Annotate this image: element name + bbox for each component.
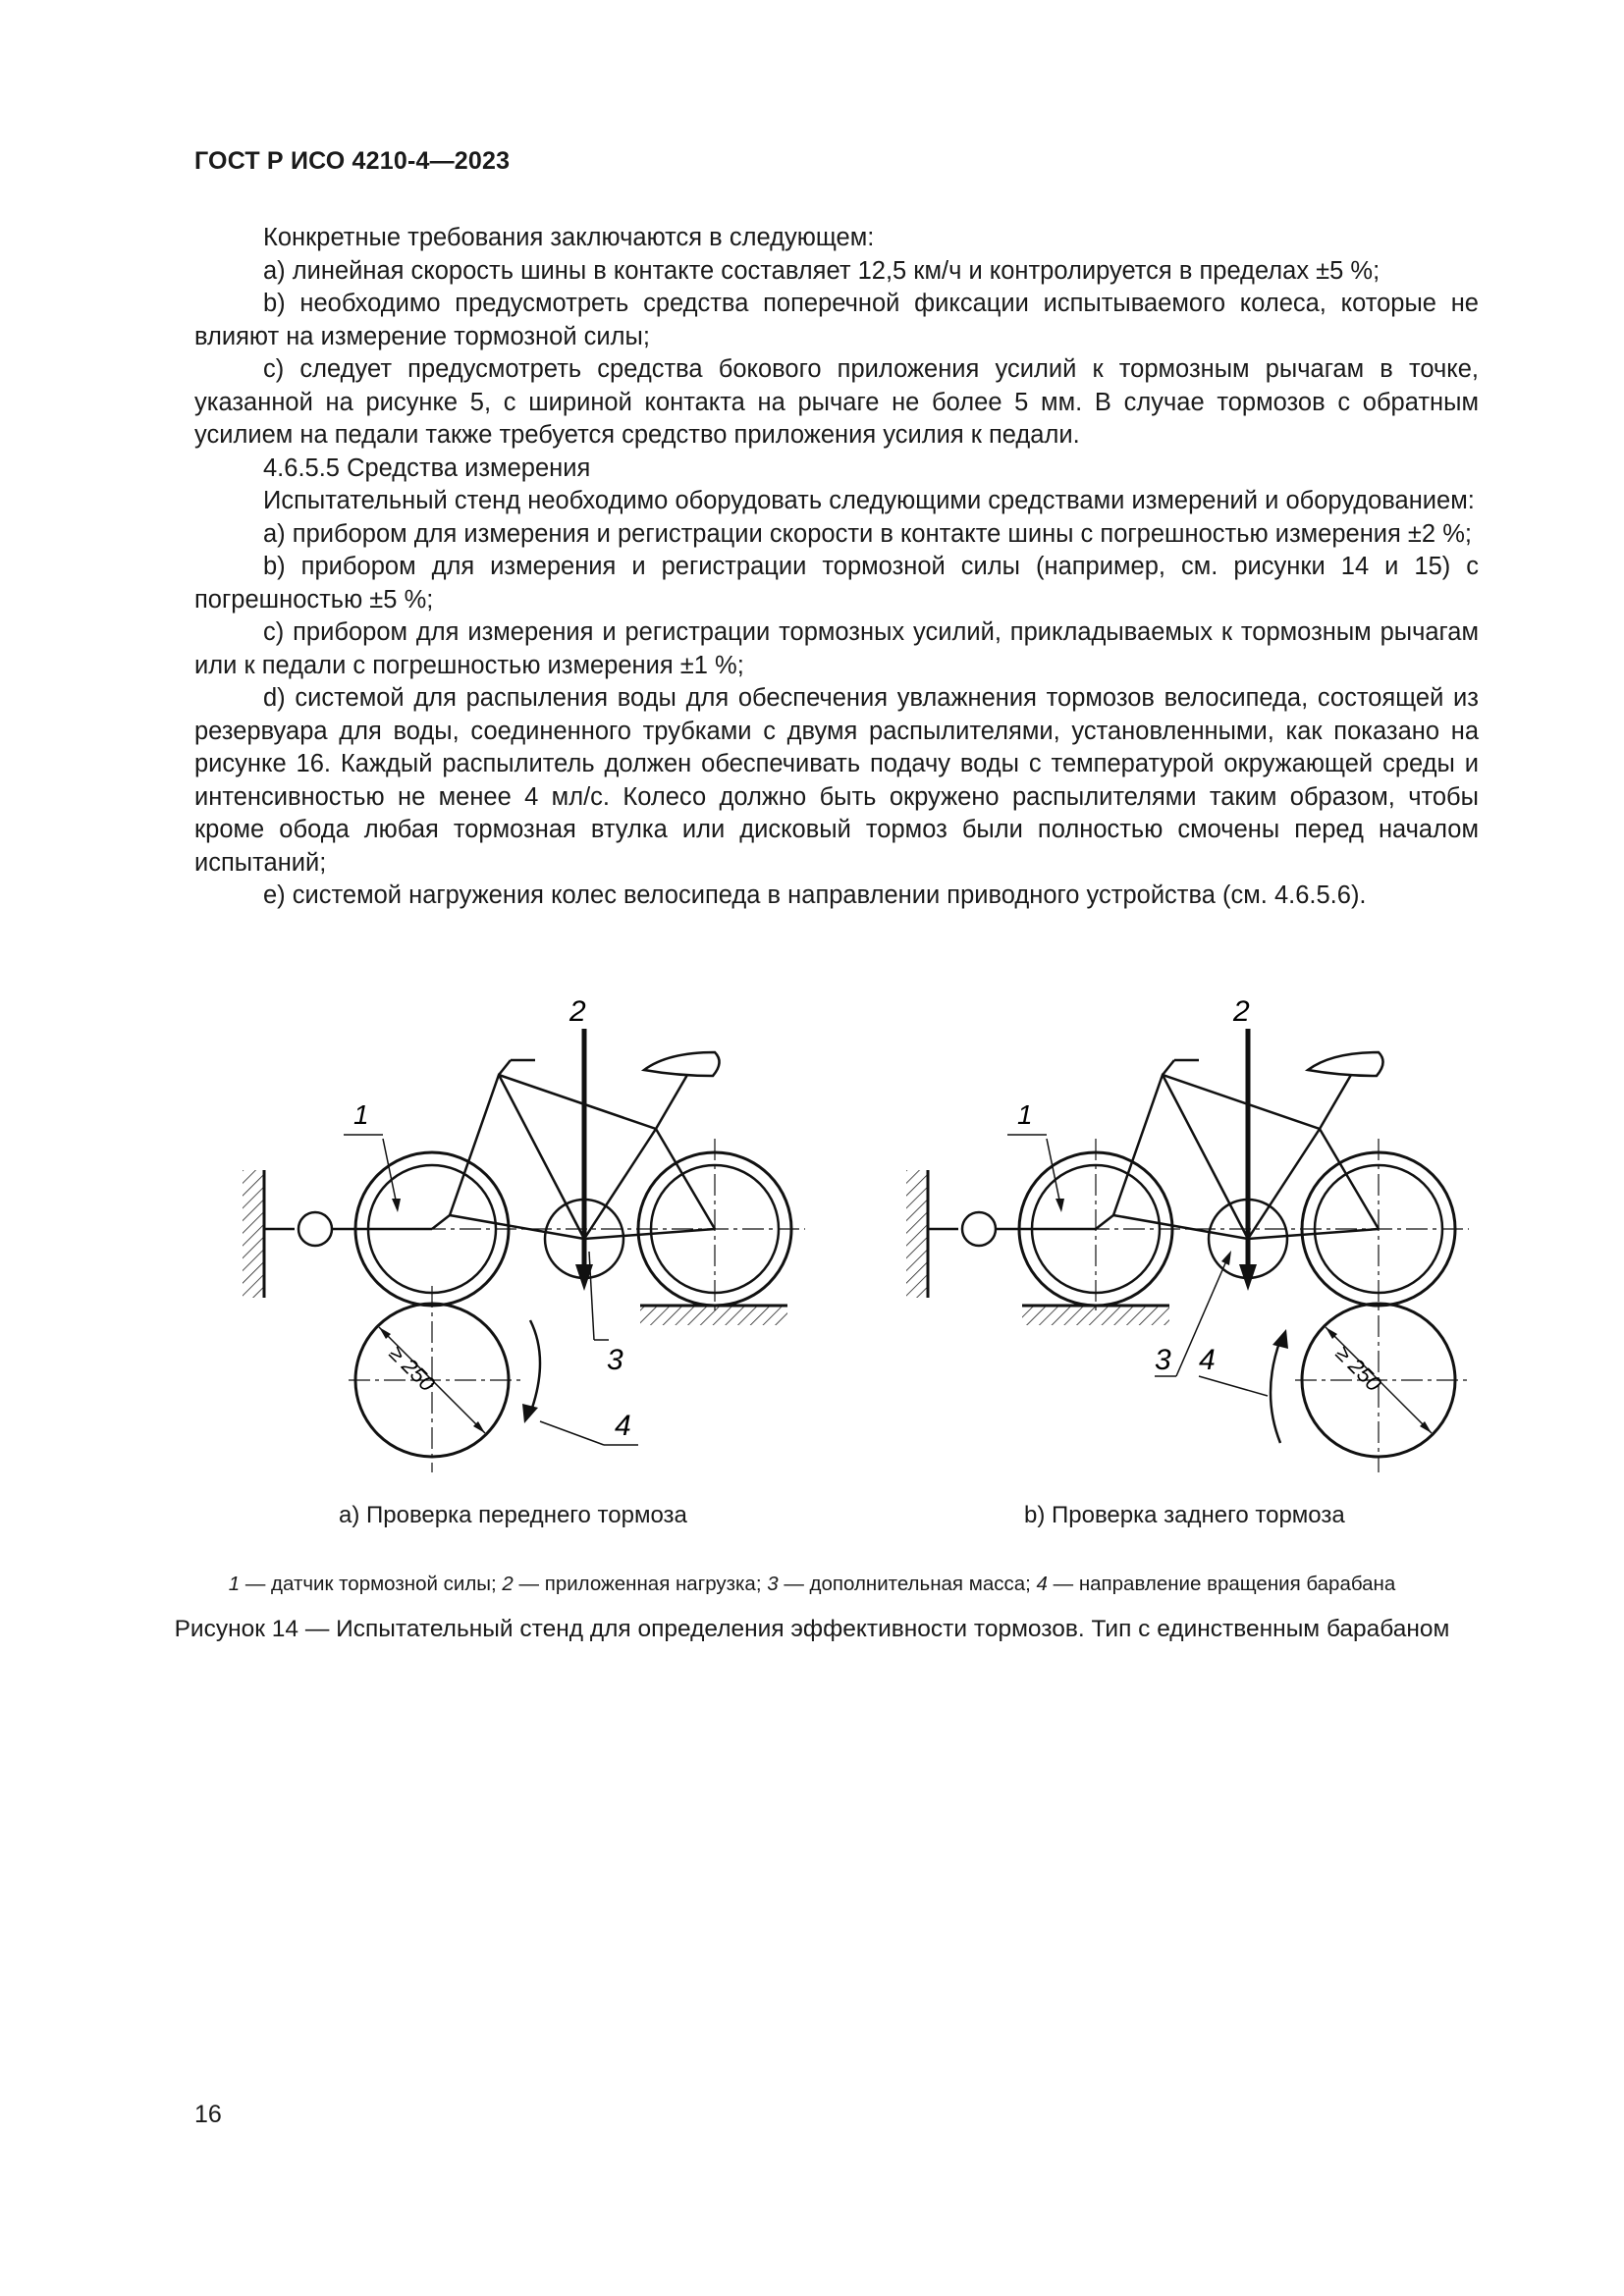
figure-drawing	[196, 991, 1492, 1541]
dimension-b: ≥ 250	[1330, 1340, 1386, 1397]
paragraph: Испытательный стенд необходимо оборудовать следующими средствами измерений и оборудованием:	[263, 487, 1475, 514]
callout-4-b: 4	[1199, 1344, 1216, 1376]
list-item: c) следует предусмотреть средства бокового приложения усилий к тормозным рычагам в точке, указанной на рисунке 5, с шириной контакта на рычаге не более 5 мм. В случае тормозов с обратным усилием на педали также требуется средство приложения усилия к педали.	[194, 355, 1479, 449]
callout-3-b: 3	[1155, 1344, 1171, 1376]
callout-4-a: 4	[615, 1410, 631, 1442]
legend-num: 2	[502, 1573, 514, 1595]
callout-2-a: 2	[569, 995, 586, 1028]
list-item: b) необходимо предусмотреть средства поперечной фиксации испытываемого колеса, которые не влияют на измерение тормозной силы;	[194, 290, 1479, 350]
legend-text: — датчик тормозной силы;	[240, 1573, 503, 1595]
callout-1-b: 1	[1017, 1099, 1033, 1130]
figure-legend	[0, 1573, 1624, 1596]
legend-num: 3	[767, 1573, 779, 1595]
diagram-rear-brake	[906, 995, 1469, 1472]
callout-3-a: 3	[607, 1344, 623, 1376]
dimension-a: ≥ 250	[384, 1340, 440, 1397]
legend-text: — направление вращения барабана	[1047, 1573, 1396, 1595]
list-item: d) системой для распыления воды для обеспечения увлажнения тормозов велосипеда, состоящей из резервуара для воды, соединенного трубками с двумя распылителями, установленными, как показано на рисунке 16. Каждый распылитель должен обеспечивать подачу воды с температурой окружающей среды и интенсивностью не менее 4 мл/с. Колесо должно быть окружено распылителями таким образом, чтобы кроме обода любая тормозная втулка или дисковый тормоз были полностью смочены перед началом испытаний;	[194, 684, 1479, 877]
subcaption-b: b) Проверка заднего тормоза	[1024, 1502, 1345, 1528]
list-item: a) прибором для измерения и регистрации скорости в контакте шины с погрешностью измерения ±2 %;	[263, 519, 1472, 548]
subcaption-a: a) Проверка переднего тормоза	[339, 1502, 687, 1528]
legend-num: 1	[228, 1573, 241, 1595]
callout-1-a: 1	[353, 1099, 369, 1130]
list-item: c) прибором для измерения и регистрации тормозных усилий, прикладываемых к тормозным рычагам или к педали с погрешностью измерения ±1 %;	[194, 618, 1479, 679]
list-item: e) системой нагружения колес велосипеда в направлении приводного устройства (см. 4.6.5.6).	[263, 881, 1367, 909]
figure-title: Рисунок 14 — Испытательный стенд для определения эффективности тормозов. Тип с единственным барабаном	[174, 1616, 1450, 1642]
legend-text: — приложенная нагрузка;	[513, 1573, 768, 1595]
legend-num: 4	[1036, 1573, 1048, 1595]
document-header: ГОСТ Р ИСО 4210-4—2023	[194, 147, 511, 175]
list-item: a) линейная скорость шины в контакте составляет 12,5 км/ч и контролируется в пределах ±5 %;	[263, 256, 1380, 285]
list-item: b) прибором для измерения и регистрации тормозной силы (например, см. рисунки 14 и 15) с погрешностью ±5 %;	[194, 553, 1479, 614]
figure-brake-test-stand	[196, 991, 1492, 1541]
page-number: 16	[194, 2101, 222, 2128]
diagram-front-brake	[243, 995, 805, 1472]
legend-text: — дополнительная масса;	[778, 1573, 1037, 1595]
paragraph: Конкретные требования заключаются в следующем:	[263, 224, 875, 251]
body-text	[194, 222, 1479, 913]
callout-2-b: 2	[1233, 995, 1250, 1028]
section-heading: 4.6.5.5 Средства измерения	[263, 454, 591, 482]
